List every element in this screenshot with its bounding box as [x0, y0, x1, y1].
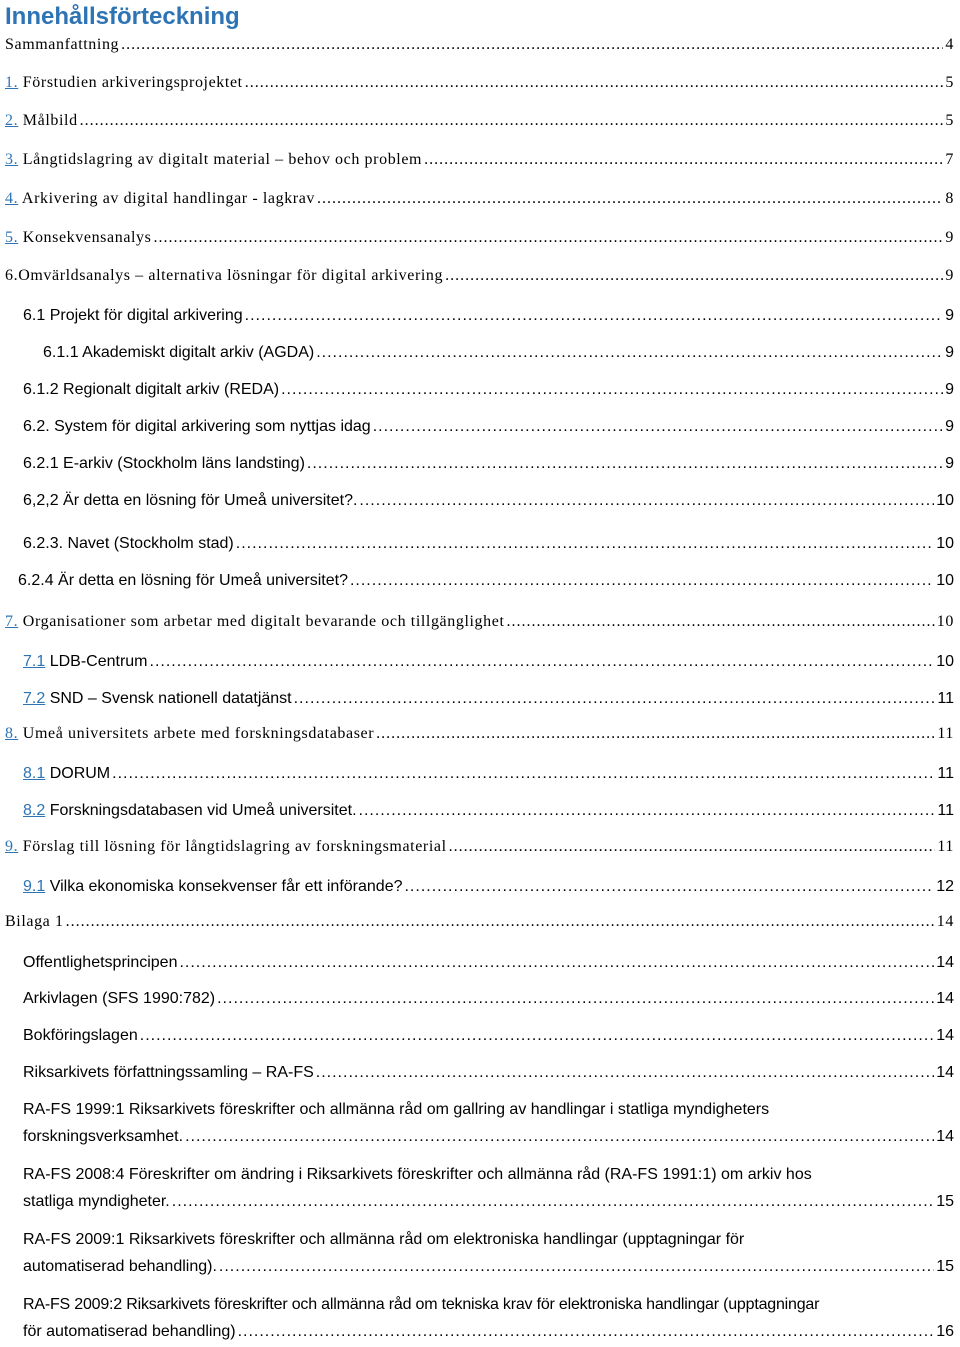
toc-entry[interactable] — [18, 572, 954, 590]
dot-leader — [317, 190, 943, 208]
toc-entry-label: för automatiserad behandling) — [23, 1323, 236, 1340]
toc-entry[interactable] — [23, 878, 954, 896]
toc-entry-number-link[interactable]: 8. — [5, 725, 19, 742]
toc-entry-label: Sammanfattning — [5, 36, 120, 53]
dot-leader — [179, 954, 934, 972]
toc-entry[interactable] — [23, 990, 954, 1008]
toc-entry-page: 5 — [945, 74, 954, 91]
toc-entry-label: Organisationer som arbetar med digitalt bevarande och tillgänglighet — [18, 613, 505, 630]
toc-entry-label-line1: RA-FS 2009:2 Riksarkivets föreskrifter och allmänna råd om tekniska krav för elektroniska handlingar (upptagningar — [23, 1296, 820, 1313]
toc-entry-page: 11 — [937, 765, 954, 782]
toc-entry-page: 14 — [936, 913, 954, 930]
toc-entry-page: 9 — [945, 455, 954, 472]
toc-entry-page: 9 — [945, 418, 954, 435]
toc-entry[interactable] — [23, 307, 954, 325]
dot-leader — [245, 307, 943, 325]
toc-entry-label: LDB-Centrum — [45, 653, 148, 670]
toc-entry-label: automatiserad behandling). — [23, 1258, 217, 1275]
toc-entry-number-link[interactable]: 9.1 — [23, 878, 46, 895]
toc-entry-label: Långtidslagring av digitalt material – behov och problem — [18, 151, 423, 168]
toc-entry-number-link[interactable]: 4. — [5, 190, 19, 207]
toc-entry-page: 11 — [937, 802, 954, 819]
toc-entry-number-link[interactable]: 3. — [5, 151, 19, 168]
toc-entry-label: Forskningsdatabasen vid Umeå universitet. — [45, 802, 357, 819]
toc-entry[interactable] — [23, 535, 954, 553]
toc-entry-page: 10 — [936, 492, 954, 509]
toc-entry-label: 6.2.3. Navet (Stockholm stad) — [23, 535, 234, 552]
toc-entry-label: 6.1.2 Regionalt digitalt arkiv (REDA) — [23, 381, 280, 398]
toc-entry[interactable] — [23, 802, 954, 820]
toc-entry-page: 14 — [936, 954, 954, 971]
toc-entry-page: 15 — [936, 1258, 954, 1275]
toc-entry-page: 9 — [945, 267, 954, 284]
toc-entry-number-link[interactable]: 1. — [5, 74, 19, 91]
dot-leader — [66, 913, 935, 931]
dot-leader — [154, 229, 944, 247]
dot-leader — [316, 344, 943, 362]
toc-entry-label: forskningsverksamhet. — [23, 1128, 184, 1145]
toc-entry-page: 14 — [936, 990, 954, 1007]
dot-leader — [449, 838, 936, 856]
dot-leader — [373, 418, 943, 436]
toc-entry-label: 6.1 Projekt för digital arkivering — [23, 307, 243, 324]
toc-entry[interactable] — [5, 74, 954, 92]
toc-entry-page: 16 — [936, 1323, 954, 1340]
toc-entry[interactable] — [23, 492, 954, 510]
toc-entry-label-line1: RA-FS 2009:1 Riksarkivets föreskrifter och allmänna råd om elektroniska handlingar (upptagningar för — [23, 1231, 745, 1248]
dot-leader — [150, 653, 935, 671]
dot-leader — [404, 878, 934, 896]
toc-entry-page: 9 — [945, 344, 954, 361]
toc-entry-page: 15 — [936, 1193, 954, 1210]
toc-entry-page: 9 — [945, 381, 954, 398]
toc-entry-page: 10 — [936, 535, 954, 552]
dot-leader — [112, 765, 935, 783]
dot-leader — [281, 381, 943, 399]
toc-entry-page: 7 — [945, 151, 954, 168]
toc-entry[interactable] — [23, 765, 954, 783]
toc-entry-label-line1: RA-FS 1999:1 Riksarkivets föreskrifter och allmänna råd om gallring av handlingar i statliga myndigheters — [23, 1101, 770, 1118]
toc-entry-number-link[interactable]: 7. — [5, 613, 19, 630]
toc-entry-label: Umeå universitets arbete med forskningsdatabaser — [18, 725, 375, 742]
toc-entry[interactable] — [5, 190, 954, 208]
toc-entry-number-link[interactable]: 9. — [5, 838, 19, 855]
toc-entry[interactable] — [23, 653, 954, 671]
toc-entry[interactable] — [23, 1166, 954, 1211]
toc-entry-label: statliga myndigheter. — [23, 1193, 170, 1210]
toc-entry-label: Bilaga 1 — [5, 913, 64, 930]
toc-entry-number-link[interactable]: 2. — [5, 112, 19, 129]
toc-entry-label: Arkivlagen (SFS 1990:782) — [23, 990, 216, 1007]
dot-leader — [140, 1027, 934, 1045]
dot-leader — [424, 151, 943, 169]
dot-leader — [245, 74, 944, 92]
toc-entry-number-link[interactable]: 7.1 — [23, 653, 46, 670]
toc-entry[interactable] — [5, 838, 954, 856]
toc-entry-label: 6.1.1 Akademiskt digitalt arkiv (AGDA) — [43, 344, 315, 361]
toc-entry-label: Förstudien arkiveringsprojektet — [18, 74, 243, 91]
dot-leader — [350, 572, 934, 590]
toc-entry[interactable] — [23, 1101, 954, 1146]
toc-entry-label: DORUM — [45, 765, 111, 782]
toc-entry-label: 6.Omvärldsanalys – alternativa lösningar för digital arkivering — [5, 267, 444, 284]
dot-leader — [121, 36, 943, 54]
toc-entry[interactable] — [5, 613, 954, 631]
toc-entry-label-line1: RA-FS 2008:4 Föreskrifter om ändring i Riksarkivets föreskrifter och allmänna råd (RA-FS 1991:1) om arkiv hos — [23, 1166, 812, 1183]
toc-entry[interactable] — [23, 690, 954, 708]
toc-entry-number-link[interactable]: 8.2 — [23, 802, 46, 819]
dot-leader — [316, 1064, 934, 1082]
toc-entry-label: Bokföringslagen — [23, 1027, 138, 1044]
dot-leader — [172, 1193, 934, 1211]
toc-entry-page: 10 — [936, 572, 954, 589]
toc-entry-page: 12 — [936, 878, 954, 895]
toc-entry[interactable] — [5, 267, 954, 285]
toc-entry[interactable] — [43, 344, 954, 362]
toc-entry-page: 8 — [945, 190, 954, 207]
dot-leader — [507, 613, 935, 631]
toc-entry-page: 14 — [936, 1128, 954, 1145]
toc-entry[interactable] — [23, 418, 954, 436]
toc-title: Innehållsförteckning — [5, 3, 240, 30]
toc-entry[interactable] — [5, 36, 954, 54]
toc-entry-number-link[interactable]: 7.2 — [23, 690, 46, 707]
toc-entry-label: 6,2,2 Är detta en lösning för Umeå universitet?. — [23, 492, 358, 509]
dot-leader — [80, 112, 944, 130]
dot-leader — [219, 1258, 934, 1276]
toc-entry[interactable] — [23, 1064, 954, 1082]
toc-entry[interactable] — [23, 1296, 954, 1341]
dot-leader — [294, 690, 936, 708]
dot-leader — [236, 535, 934, 553]
toc-entry-page: 11 — [937, 725, 954, 742]
toc-entry[interactable] — [5, 151, 954, 169]
dot-leader — [217, 990, 934, 1008]
toc-entry-page: 9 — [945, 307, 954, 324]
toc-entry-page: 11 — [937, 838, 954, 855]
dot-leader — [445, 267, 943, 285]
toc-entry-page: 14 — [936, 1064, 954, 1081]
toc-entry[interactable] — [23, 954, 954, 972]
toc-entry[interactable] — [23, 455, 954, 473]
toc-entry[interactable] — [5, 913, 954, 931]
toc-entry-label: 6.2. System för digital arkivering som nyttjas idag — [23, 418, 371, 435]
toc-entry-label: 6.2.4 Är detta en lösning för Umeå universitet? — [18, 572, 348, 589]
toc-entry[interactable] — [23, 381, 954, 399]
toc-entry-label: SND – Svensk nationell datatjänst — [45, 690, 292, 707]
toc-entry-label: Konsekvensanalys — [18, 229, 152, 246]
toc-entry-label: Vilka ekonomiska konsekvenser får ett införande? — [45, 878, 403, 895]
dot-leader — [307, 455, 943, 473]
dot-leader — [185, 1128, 934, 1146]
toc-entry-number-link[interactable]: 8.1 — [23, 765, 46, 782]
toc-entry[interactable] — [23, 1231, 954, 1276]
toc-entry-page: 4 — [945, 36, 954, 53]
toc-entry-page: 9 — [945, 229, 954, 246]
toc-entry-label: 6.2.1 E-arkiv (Stockholm läns landsting) — [23, 455, 305, 472]
dot-leader — [238, 1323, 935, 1341]
toc-entry-label: Förslag till lösning för långtidslagring av forskningsmaterial — [18, 838, 447, 855]
toc-entry-label: Arkivering av digital handlingar - lagkrav — [18, 190, 316, 207]
dot-leader — [359, 802, 936, 820]
toc-entry-page: 5 — [945, 112, 954, 129]
toc-entry-number-link[interactable]: 5. — [5, 229, 19, 246]
dot-leader — [376, 725, 935, 743]
toc-entry-page: 10 — [936, 653, 954, 670]
toc-entry-page: 11 — [937, 690, 954, 707]
toc-entry[interactable] — [23, 1027, 954, 1045]
toc-entry-page: 14 — [936, 1027, 954, 1044]
toc-entry-label: Målbild — [18, 112, 78, 129]
toc-entry[interactable] — [5, 112, 954, 130]
dot-leader — [359, 492, 934, 510]
toc-entry-label: Offentlighetsprincipen — [23, 954, 178, 971]
toc-entry-page: 10 — [936, 613, 954, 630]
toc-entry-label: Riksarkivets författningssamling – RA-FS — [23, 1064, 314, 1081]
toc-entry[interactable] — [5, 725, 954, 743]
toc-entry[interactable] — [5, 229, 954, 247]
